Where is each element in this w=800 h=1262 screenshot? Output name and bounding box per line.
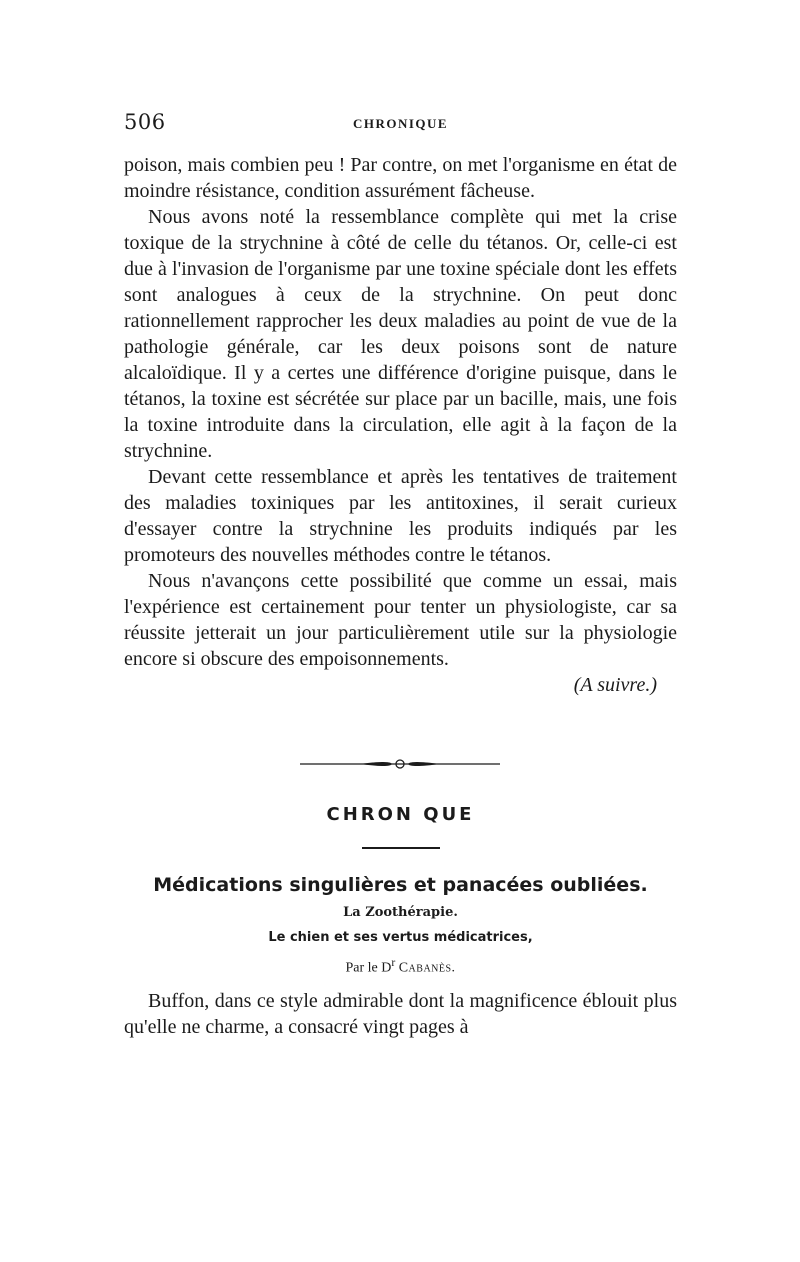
page-number: 506 xyxy=(124,110,166,134)
article-subtitle-secondary: Le chien et ses vertus médicatrices, xyxy=(268,930,533,945)
section-heading: CHRON QUE xyxy=(326,804,475,825)
author-prefix: Par le D xyxy=(345,960,392,976)
article-subtitle: La Zoothérapie. xyxy=(343,905,458,920)
author-title-superscript: r xyxy=(391,956,396,969)
running-head xyxy=(124,110,677,144)
ornament-divider xyxy=(300,758,500,770)
heading-rule xyxy=(362,847,440,849)
paragraph: Nous avons noté la ressemblance complète qui met la crise toxique de la strychnine à côté de celle du tétanos. Or, celle-ci est due à l'invasion de l'organisme par une toxine spéciale dont les effets sont analogues à ceux de la strychnine. On peut donc rationnellement rapprocher les deux maladies au point de vue de la pathologie générale, car les deux poisons sont de nature alcaloïdique. Il y a certes une différence d'origine puisque, dans le tétanos, la toxine est sécrétée sur place par un bacille, mais, une fois la toxine introduite dans la circulation, elle agit à la façon de la strychnine. xyxy=(124,206,677,462)
article-author xyxy=(124,956,677,977)
paragraph: Devant cette ressemblance et après les tentatives de traitement des maladies toxiniques par les antitoxines, il serait curieux d'essayer contre la strychnine les produits indiqués par les promoteurs des nouvelles méthodes contre le tétanos. xyxy=(124,466,677,566)
to-follow-note: (A suivre.) xyxy=(573,674,657,696)
article-title: Médications singulières et panacées oubliées. xyxy=(153,874,648,896)
body-text-block xyxy=(124,152,677,698)
running-title: CHRONIQUE xyxy=(352,116,449,131)
paragraph: Buffon, dans ce style admirable dont la magnificence éblouit plus qu'elle ne charme, a consacré vingt pages à xyxy=(124,990,677,1038)
author-name: Cabanès. xyxy=(398,960,456,976)
paragraph: Nous n'avançons cette possibilité que comme un essai, mais l'expérience est certainement pour tenter un physiologiste, car sa réussite jetterait un jour particulièrement utile sur la physiologie encore si obscure des empoisonnements. xyxy=(124,570,677,670)
body-text-block xyxy=(124,988,677,1040)
paragraph: poison, mais combien peu ! Par contre, on met l'organisme en état de moindre résistance, condition assurément fâcheuse. xyxy=(124,154,677,202)
